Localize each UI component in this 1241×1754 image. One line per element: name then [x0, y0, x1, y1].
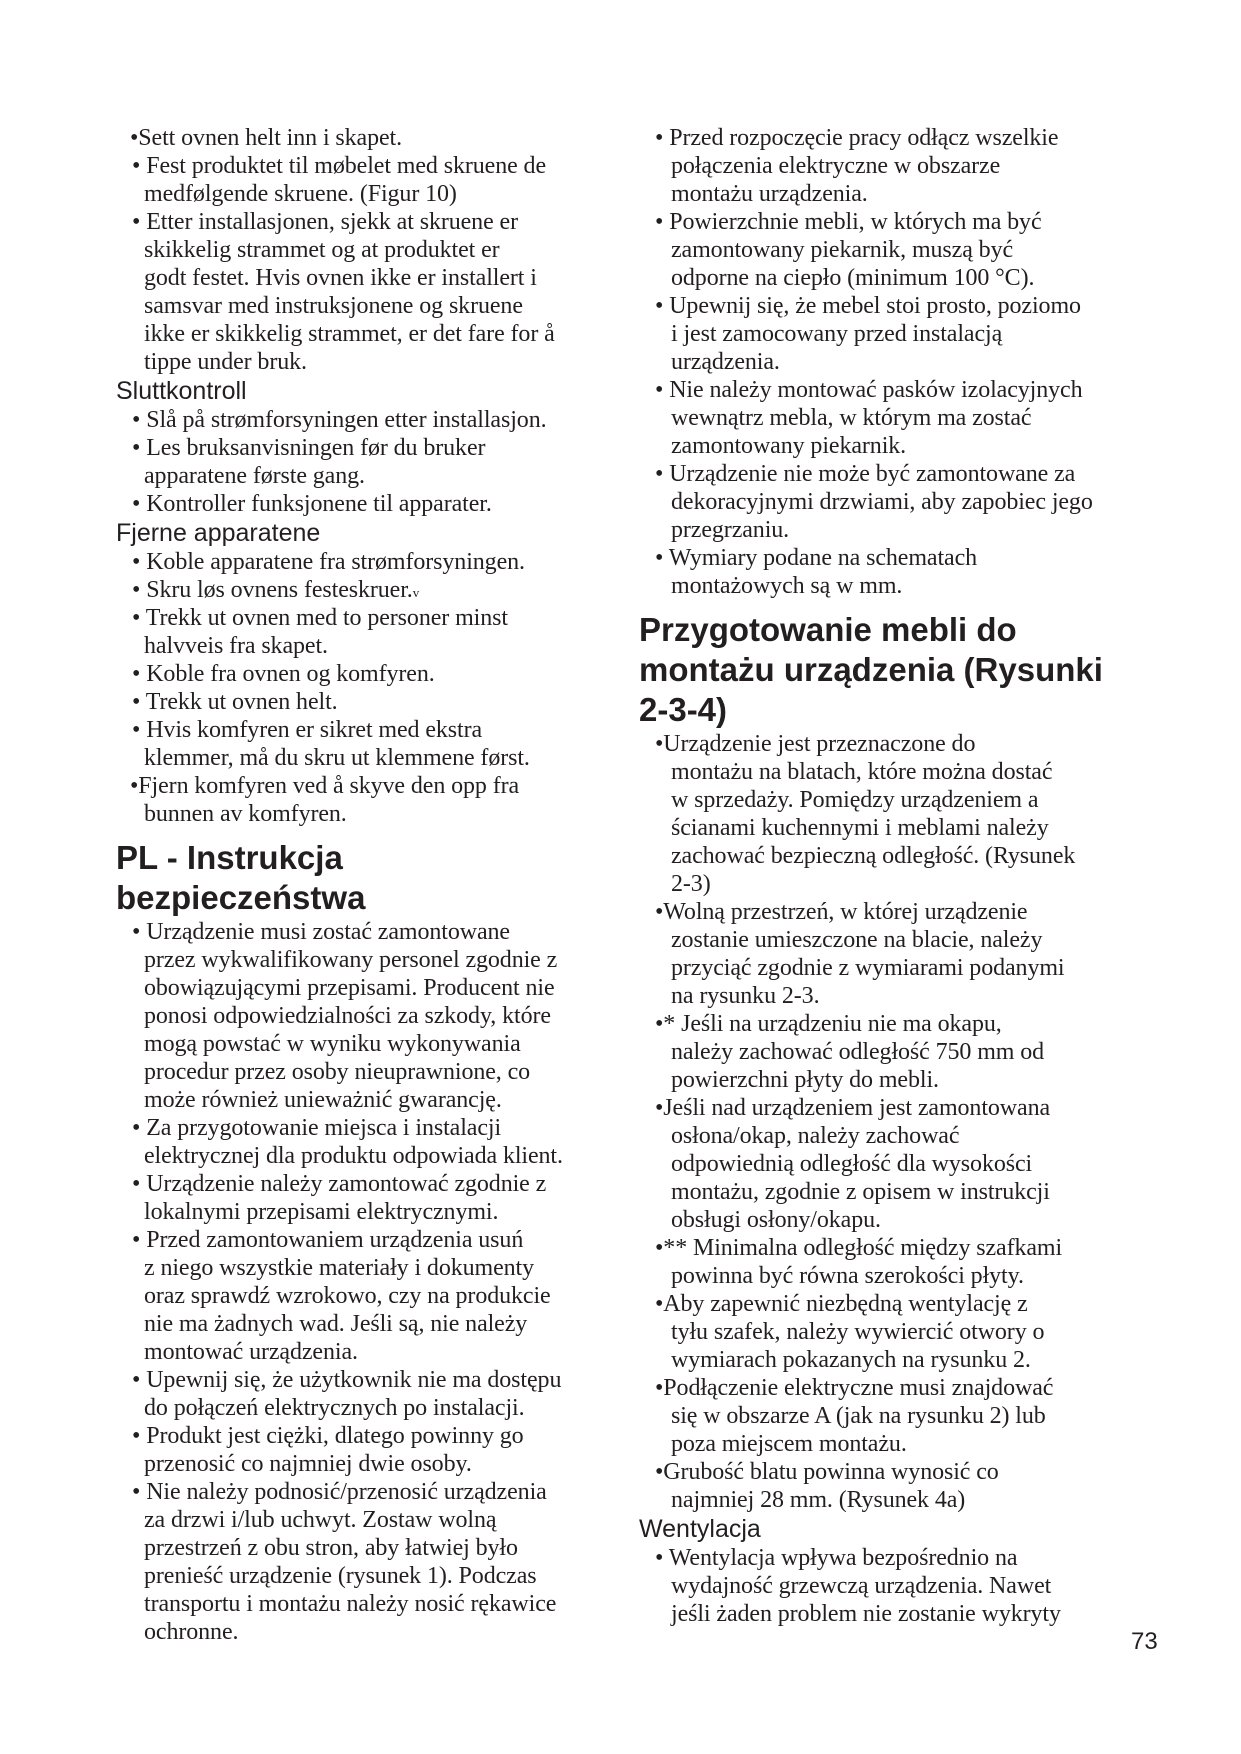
text-line: na rysunku 2-3.: [671, 983, 820, 1009]
text-line: wewnątrz mebla, w którym ma zostać: [671, 405, 1032, 431]
text-line: • Hvis komfyren er sikret med ekstra: [132, 717, 483, 743]
text-line: •Wolną przestrzeń, w której urządzenie: [655, 899, 1028, 925]
text-line: zamontowany piekarnik, muszą być: [671, 237, 1014, 263]
text-line: •Aby zapewnić niezbędną wentylację z: [655, 1291, 1028, 1317]
text-line: • Produkt jest ciężki, dlatego powinny go: [132, 1423, 524, 1449]
text-line: ponosi odpowiedzialności za szkody, które: [144, 1003, 551, 1029]
text-line: •* Jeśli na urządzeniu nie ma okapu,: [655, 1011, 1002, 1037]
right-block-c: [643, 1544, 1113, 1628]
text-line: •** Minimalna odległość między szafkami: [655, 1235, 1063, 1261]
text-line: ścianami kuchennymi i meblami należy: [671, 815, 1049, 841]
text-line: • Urządzenie nie może być zamontowane za: [655, 461, 1076, 487]
text-line: • Koble fra ovnen og komfyren.: [132, 661, 435, 687]
text-line: • Powierzchnie mebli, w których ma być: [655, 209, 1042, 235]
text-line: • Urządzenie należy zamontować zgodnie z: [132, 1171, 547, 1197]
text-line: klemmer, må du skru ut klemmene først.: [144, 745, 530, 771]
text-line: przenosić co najmniej dwie osoby.: [144, 1451, 472, 1477]
text-line: się w obszarze A (jak na rysunku 2) lub: [671, 1403, 1046, 1429]
text-line: powierzchni płyty do mebli.: [671, 1067, 939, 1093]
text-line: należy zachować odległość 750 mm od: [671, 1039, 1045, 1065]
left-block-d: [120, 918, 590, 1646]
text-line: prenieść urządzenie (rysunek 1). Podczas: [144, 1563, 537, 1589]
left-block-c1: [120, 548, 590, 576]
text-line: oraz sprawdź wzrokowo, czy na produkcie: [144, 1283, 551, 1309]
heading-wentylacja: Wentylacja: [639, 1515, 761, 1543]
text-line: powinna być równa szerokości płyty.: [671, 1263, 1024, 1289]
text-line: apparatene første gang.: [144, 463, 365, 489]
text-line: •Sett ovnen helt inn i skapet.: [130, 125, 403, 151]
heading-pl-bezpieczenstwa: bezpieczeństwa: [116, 879, 366, 916]
text-line: • Przed rozpoczęcie pracy odłącz wszelkie: [655, 125, 1059, 151]
left-column: [116, 124, 590, 1646]
text-line: przez wykwalifikowany personel zgodnie z: [144, 947, 558, 973]
left-block-c2: [120, 604, 590, 828]
text-line: przestrzeń z obu stron, aby łatwiej było: [144, 1535, 518, 1561]
heading-przygotowanie-3: 2-3-4): [639, 691, 728, 728]
heading-przygotowanie-2: montażu urządzenia (Rysunki: [639, 651, 1103, 688]
text-line: • Upewnij się, że mebel stoi prosto, poziomo: [655, 293, 1081, 319]
text-line: 2-3): [671, 871, 711, 897]
text-line: • Koble apparatene fra strømforsyningen.: [132, 549, 525, 575]
text-line: • Fest produktet til møbelet med skruene de: [132, 153, 547, 179]
text-line: z niego wszystkie materiały i dokumenty: [144, 1255, 535, 1281]
text-line: montować urządzenia.: [144, 1339, 358, 1365]
text-line: • Nie należy montować pasków izolacyjnych: [655, 377, 1083, 403]
text-line: zachować bezpieczną odległość. (Rysunek: [671, 843, 1076, 869]
text-line: • Kontroller funksjonene til apparater.: [132, 491, 492, 517]
text-line: tyłu szafek, należy wywiercić otwory o: [671, 1319, 1045, 1345]
text-line: połączenia elektryczne w obszarze: [671, 153, 1001, 179]
text-line: • Wentylacja wpływa bezpośrednio na: [655, 1545, 1018, 1571]
text-line: za drzwi i/lub uchwyt. Zostaw wolną: [144, 1507, 497, 1533]
text-line: zostanie umieszczone na blacie, należy: [671, 927, 1043, 953]
text-line: montażu, zgodnie z opisem w instrukcji: [671, 1179, 1050, 1205]
text-line: •Urządzenie jest przeznaczone do: [655, 731, 976, 757]
text-line: do połączeń elektrycznych po instalacji.: [144, 1395, 525, 1421]
text-line: transportu i montażu należy nosić rękawice: [144, 1591, 557, 1617]
text-line: • Les bruksanvisningen før du bruker: [132, 435, 486, 461]
left-block-b: [120, 406, 590, 518]
text-line: • Trekk ut ovnen med to personer minst: [132, 605, 508, 631]
text-line: odpowiednią odległość dla wysokości: [671, 1151, 1033, 1177]
text-line: procedur przez osoby nieuprawnione, co: [144, 1059, 531, 1085]
text-line: godt festet. Hvis ovnen ikke er installert i: [144, 265, 537, 291]
text-line: • Slå på strømforsyningen etter installasjon.: [132, 407, 547, 433]
right-column: [639, 124, 1113, 1628]
text-line: samsvar med instruksjonene og skruene: [144, 293, 523, 319]
text-line: • Za przygotowanie miejsca i instalacji: [132, 1115, 502, 1141]
right-block-a: [643, 124, 1113, 600]
text-line: • Przed zamontowaniem urządzenia usuń: [132, 1227, 524, 1253]
text-line: wydajność grzewczą urządzenia. Nawet: [671, 1573, 1052, 1599]
text-line: •Fjern komfyren ved å skyve den opp fra: [130, 773, 520, 799]
heading-przygotowanie-1: Przygotowanie mebli do: [639, 611, 1017, 648]
text-line: bunnen av komfyren.: [144, 801, 347, 827]
text-line: obsługi osłony/okapu.: [671, 1207, 881, 1233]
text-line: • Trekk ut ovnen helt.: [132, 689, 338, 715]
heading-pl-instrukcja: PL - Instrukcja: [116, 839, 343, 876]
text-line: montażu urządzenia.: [671, 181, 868, 207]
text-line: odporne na ciepło (minimum 100 °C).: [671, 265, 1035, 291]
text-line: montażowych są w mm.: [671, 573, 903, 599]
left-block-a: [120, 124, 590, 376]
text-line: nie ma żadnych wad. Jeśli są, nie należy: [144, 1311, 528, 1337]
text-line: może również unieważnić gwarancję.: [144, 1087, 502, 1113]
text-line: • Skru løs ovnens festeskruer.v: [132, 577, 420, 603]
text-line: ikke er skikkelig strammet, er det fare for å: [144, 321, 555, 347]
text-line: jeśli żaden problem nie zostanie wykryty: [671, 1601, 1061, 1627]
text-line: najmniej 28 mm. (Rysunek 4a): [671, 1487, 966, 1513]
text-line: zamontowany piekarnik.: [671, 433, 907, 459]
text-line: tippe under bruk.: [144, 349, 307, 375]
text-line: • Etter installasjonen, sjekk at skruene er: [132, 209, 518, 235]
text-line: •Grubość blatu powinna wynosić co: [655, 1459, 999, 1485]
text-line: • Wymiary podane na schematach: [655, 545, 978, 571]
text-line: dekoracyjnymi drzwiami, aby zapobiec jego: [671, 489, 1093, 515]
text-line: •Podłączenie elektryczne musi znajdować: [655, 1375, 1054, 1401]
text-line: osłona/okap, należy zachować: [671, 1123, 960, 1149]
text-line: przyciąć zgodnie z wymiarami podanymi: [671, 955, 1065, 981]
text-line: przegrzaniu.: [671, 517, 790, 543]
text-line: w sprzedaży. Pomiędzy urządzeniem a: [671, 787, 1039, 813]
text-line: i jest zamocowany przed instalacją: [671, 321, 1003, 347]
text-line: •Jeśli nad urządzeniem jest zamontowana: [655, 1095, 1051, 1121]
text-line: ochronne.: [144, 1619, 239, 1645]
text-line: • Nie należy podnosić/przenosić urządzenia: [132, 1479, 547, 1505]
text-line: urządzenia.: [671, 349, 780, 375]
text-line: montażu na blatach, które można dostać: [671, 759, 1053, 785]
heading-sluttkontroll: Sluttkontroll: [116, 377, 247, 405]
text-line: lokalnymi przepisami elektrycznymi.: [144, 1199, 499, 1225]
text-line: medfølgende skruene. (Figur 10): [144, 181, 457, 207]
text-line: obowiązującymi przepisami. Producent nie: [144, 975, 555, 1001]
text-line: wymiarach pokazanych na rysunku 2.: [671, 1347, 1031, 1373]
heading-fjerne-apparatene: Fjerne apparatene: [116, 519, 321, 547]
right-block-b: [643, 730, 1113, 1514]
text-line: • Urządzenie musi zostać zamontowane: [132, 919, 510, 945]
page-number: 73: [1131, 1628, 1158, 1655]
text-line: mogą powstać w wyniku wykonywania: [144, 1031, 521, 1057]
text-line: skikkelig strammet og at produktet er: [144, 237, 500, 263]
text-line: • Upewnij się, że użytkownik nie ma dostępu: [132, 1367, 562, 1393]
text-line: poza miejscem montażu.: [671, 1431, 907, 1457]
text-line: elektrycznej dla produktu odpowiada klient.: [144, 1143, 563, 1169]
text-line: halvveis fra skapet.: [144, 633, 328, 659]
